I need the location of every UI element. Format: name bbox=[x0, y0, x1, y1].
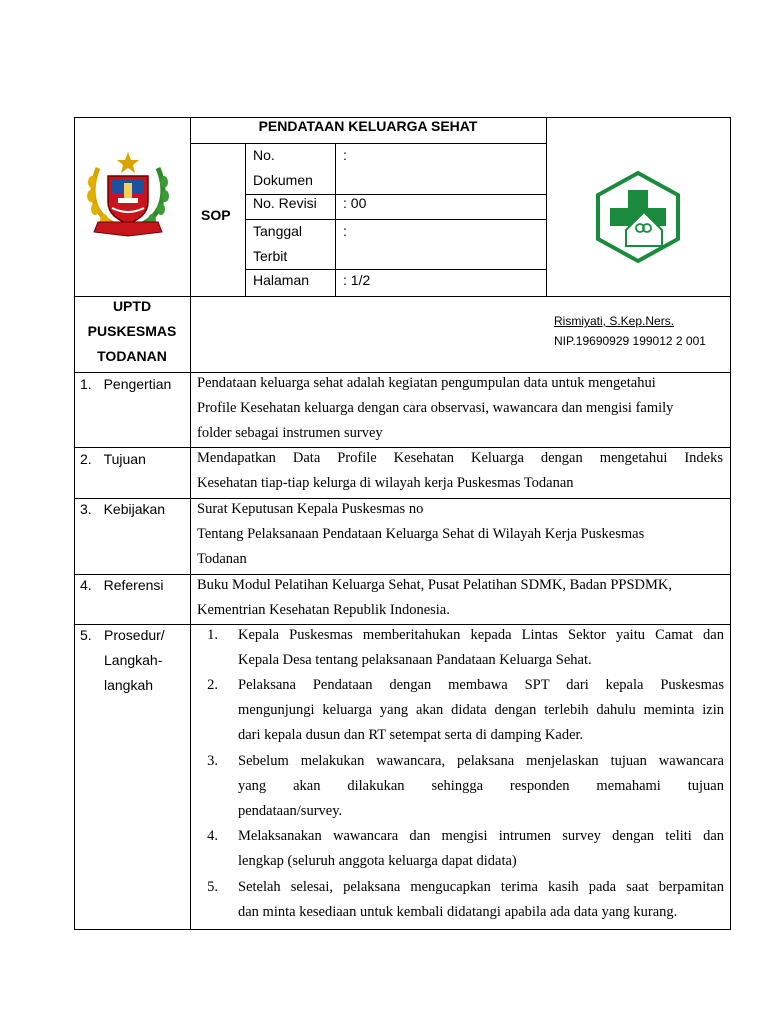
table-border-bottom bbox=[74, 929, 731, 930]
section-title: Pengertian bbox=[103, 376, 172, 392]
section-content-tujuan bbox=[197, 446, 723, 496]
document-title: PENDATAAN KELUARGA SEHAT bbox=[258, 118, 478, 134]
section-title: Tujuan bbox=[103, 451, 146, 467]
field-label-line: Tanggal bbox=[253, 223, 303, 239]
green-cross-icon bbox=[594, 170, 682, 264]
org-line: TODANAN bbox=[97, 348, 167, 364]
table-border-left bbox=[74, 117, 75, 930]
field-halaman-value: : 1/2 bbox=[343, 272, 371, 288]
section-number: 4. bbox=[80, 577, 92, 593]
field-no-dokumen-label bbox=[253, 143, 333, 193]
field-no-dokumen-value: : bbox=[343, 147, 347, 163]
section-number: 1. bbox=[80, 376, 92, 392]
content-line: Mendapatkan Data Profile Kesehatan Keluarga dengan mengetahui Indeks bbox=[197, 450, 723, 466]
content-line: Surat Keputusan Kepala Puskesmas no bbox=[197, 501, 424, 517]
procedure-step bbox=[198, 623, 724, 673]
org-line: PUSKESMAS bbox=[87, 323, 177, 339]
content-line: folder sebagai instrumen survey bbox=[197, 425, 383, 441]
section-content-referensi bbox=[197, 573, 723, 623]
crest-emblem-icon bbox=[82, 150, 174, 240]
procedure-step bbox=[198, 824, 724, 874]
section-label-referensi bbox=[80, 573, 190, 598]
step-number: 4. bbox=[207, 828, 218, 844]
section-number: 3. bbox=[80, 501, 92, 517]
step-line: Setelah selesai, pelaksana mengucapkan terima kasih pada saat berpamitan bbox=[238, 879, 724, 895]
field-tanggal-terbit-label bbox=[253, 219, 333, 269]
field-no-revisi-value: : 00 bbox=[343, 195, 367, 211]
procedure-step bbox=[198, 875, 724, 925]
content-line: Todanan bbox=[197, 551, 247, 567]
section-content-pengertian bbox=[197, 371, 723, 446]
field-halaman-label: Halaman bbox=[253, 272, 310, 288]
step-line: pendataan/survey. bbox=[238, 803, 343, 819]
header-divider-right bbox=[546, 117, 547, 296]
signatory-nip: NIP.19690929 199012 2 001 bbox=[554, 334, 706, 348]
section-label-kebijakan bbox=[80, 497, 190, 522]
content-line: Tentang Pelaksanaan Pendataan Keluarga Sehat di Wilayah Kerja Puskesmas bbox=[197, 526, 645, 542]
step-line: Sebelum melakukan wawancara, pelaksana menjelaskan tujuan wawancara bbox=[238, 753, 724, 769]
puskesmas-green-cross-logo bbox=[594, 170, 682, 264]
step-line: dan minta kesediaan untuk kembali didatangi apabila ada data yang kurang. bbox=[238, 904, 678, 920]
step-number: 5. bbox=[207, 879, 218, 895]
step-line: Pelaksana Pendataan dengan membawa SPT dari kepala Puskesmas bbox=[238, 677, 724, 693]
step-line: mengunjungi keluarga yang akan didata dengan terlebih dahulu meminta izin bbox=[238, 702, 724, 718]
content-line: Profile Kesehatan keluarga dengan cara observasi, wawancara dan mengisi family bbox=[197, 400, 674, 416]
section-label-tujuan bbox=[80, 447, 190, 472]
step-number: 2. bbox=[207, 677, 218, 693]
content-line: Kesehatan tiap-tiap kelurga di wilayah kerja Puskesmas Todanan bbox=[197, 475, 574, 491]
step-number: 3. bbox=[207, 753, 218, 769]
step-line: Kepala Desa tentang pelaksanaan Pandataan Keluarga Sehat. bbox=[238, 652, 592, 668]
content-line: Pendataan keluarga sehat adalah kegiatan pengumpulan data untuk mengetahui bbox=[197, 375, 656, 391]
field-label-line: No. bbox=[253, 147, 275, 163]
step-line: yang akan dilakukan sehingga responden memahami tujuan bbox=[238, 778, 724, 794]
field-tanggal-terbit-value: : bbox=[343, 223, 347, 239]
signatory-name: Rismiyati, S.Kep.Ners. bbox=[554, 314, 675, 328]
field-label-line: Dokumen bbox=[253, 172, 313, 188]
procedure-step bbox=[198, 673, 724, 748]
sop-label: SOP bbox=[201, 207, 231, 223]
step-line: Melaksanakan wawancara dan mengisi intrumen survey dengan teliti dan bbox=[238, 828, 724, 844]
step-line: Kepala Puskesmas memberitahukan kepada Lintas Sektor yaitu Camat dan bbox=[238, 627, 724, 643]
regency-crest-logo bbox=[82, 150, 174, 240]
content-line: Kementrian Kesehatan Republik Indonesia. bbox=[197, 602, 450, 618]
section-title-line: Langkah- bbox=[104, 652, 163, 668]
section-title: Kebijakan bbox=[103, 501, 166, 517]
org-line: UPTD bbox=[112, 298, 152, 314]
field-label-line: Terbit bbox=[253, 248, 288, 264]
content-line: Buku Modul Pelatihan Keluarga Sehat, Pusat Pelatihan SDMK, Badan PPSDMK, bbox=[197, 577, 672, 593]
field-no-revisi-label: No. Revisi bbox=[253, 195, 317, 211]
section-number: 2. bbox=[80, 451, 92, 467]
section-title-line: langkah bbox=[104, 677, 154, 693]
table-divider-main bbox=[190, 117, 191, 930]
section-title: Referensi bbox=[103, 577, 164, 593]
step-line: dari kepala dusun dan RT setempat serta di damping Kader. bbox=[238, 727, 584, 743]
section-label-pengertian bbox=[80, 372, 190, 397]
org-name bbox=[74, 294, 190, 369]
procedure-step bbox=[198, 749, 724, 824]
step-number: 1. bbox=[207, 627, 218, 643]
section-number: 5. bbox=[80, 627, 92, 643]
step-line: lengkap (seluruh anggota keluarga dapat didata) bbox=[238, 853, 517, 869]
section-content-kebijakan bbox=[197, 497, 723, 572]
table-border-right bbox=[730, 117, 731, 930]
section-title-line: Prosedur/ bbox=[104, 627, 165, 643]
